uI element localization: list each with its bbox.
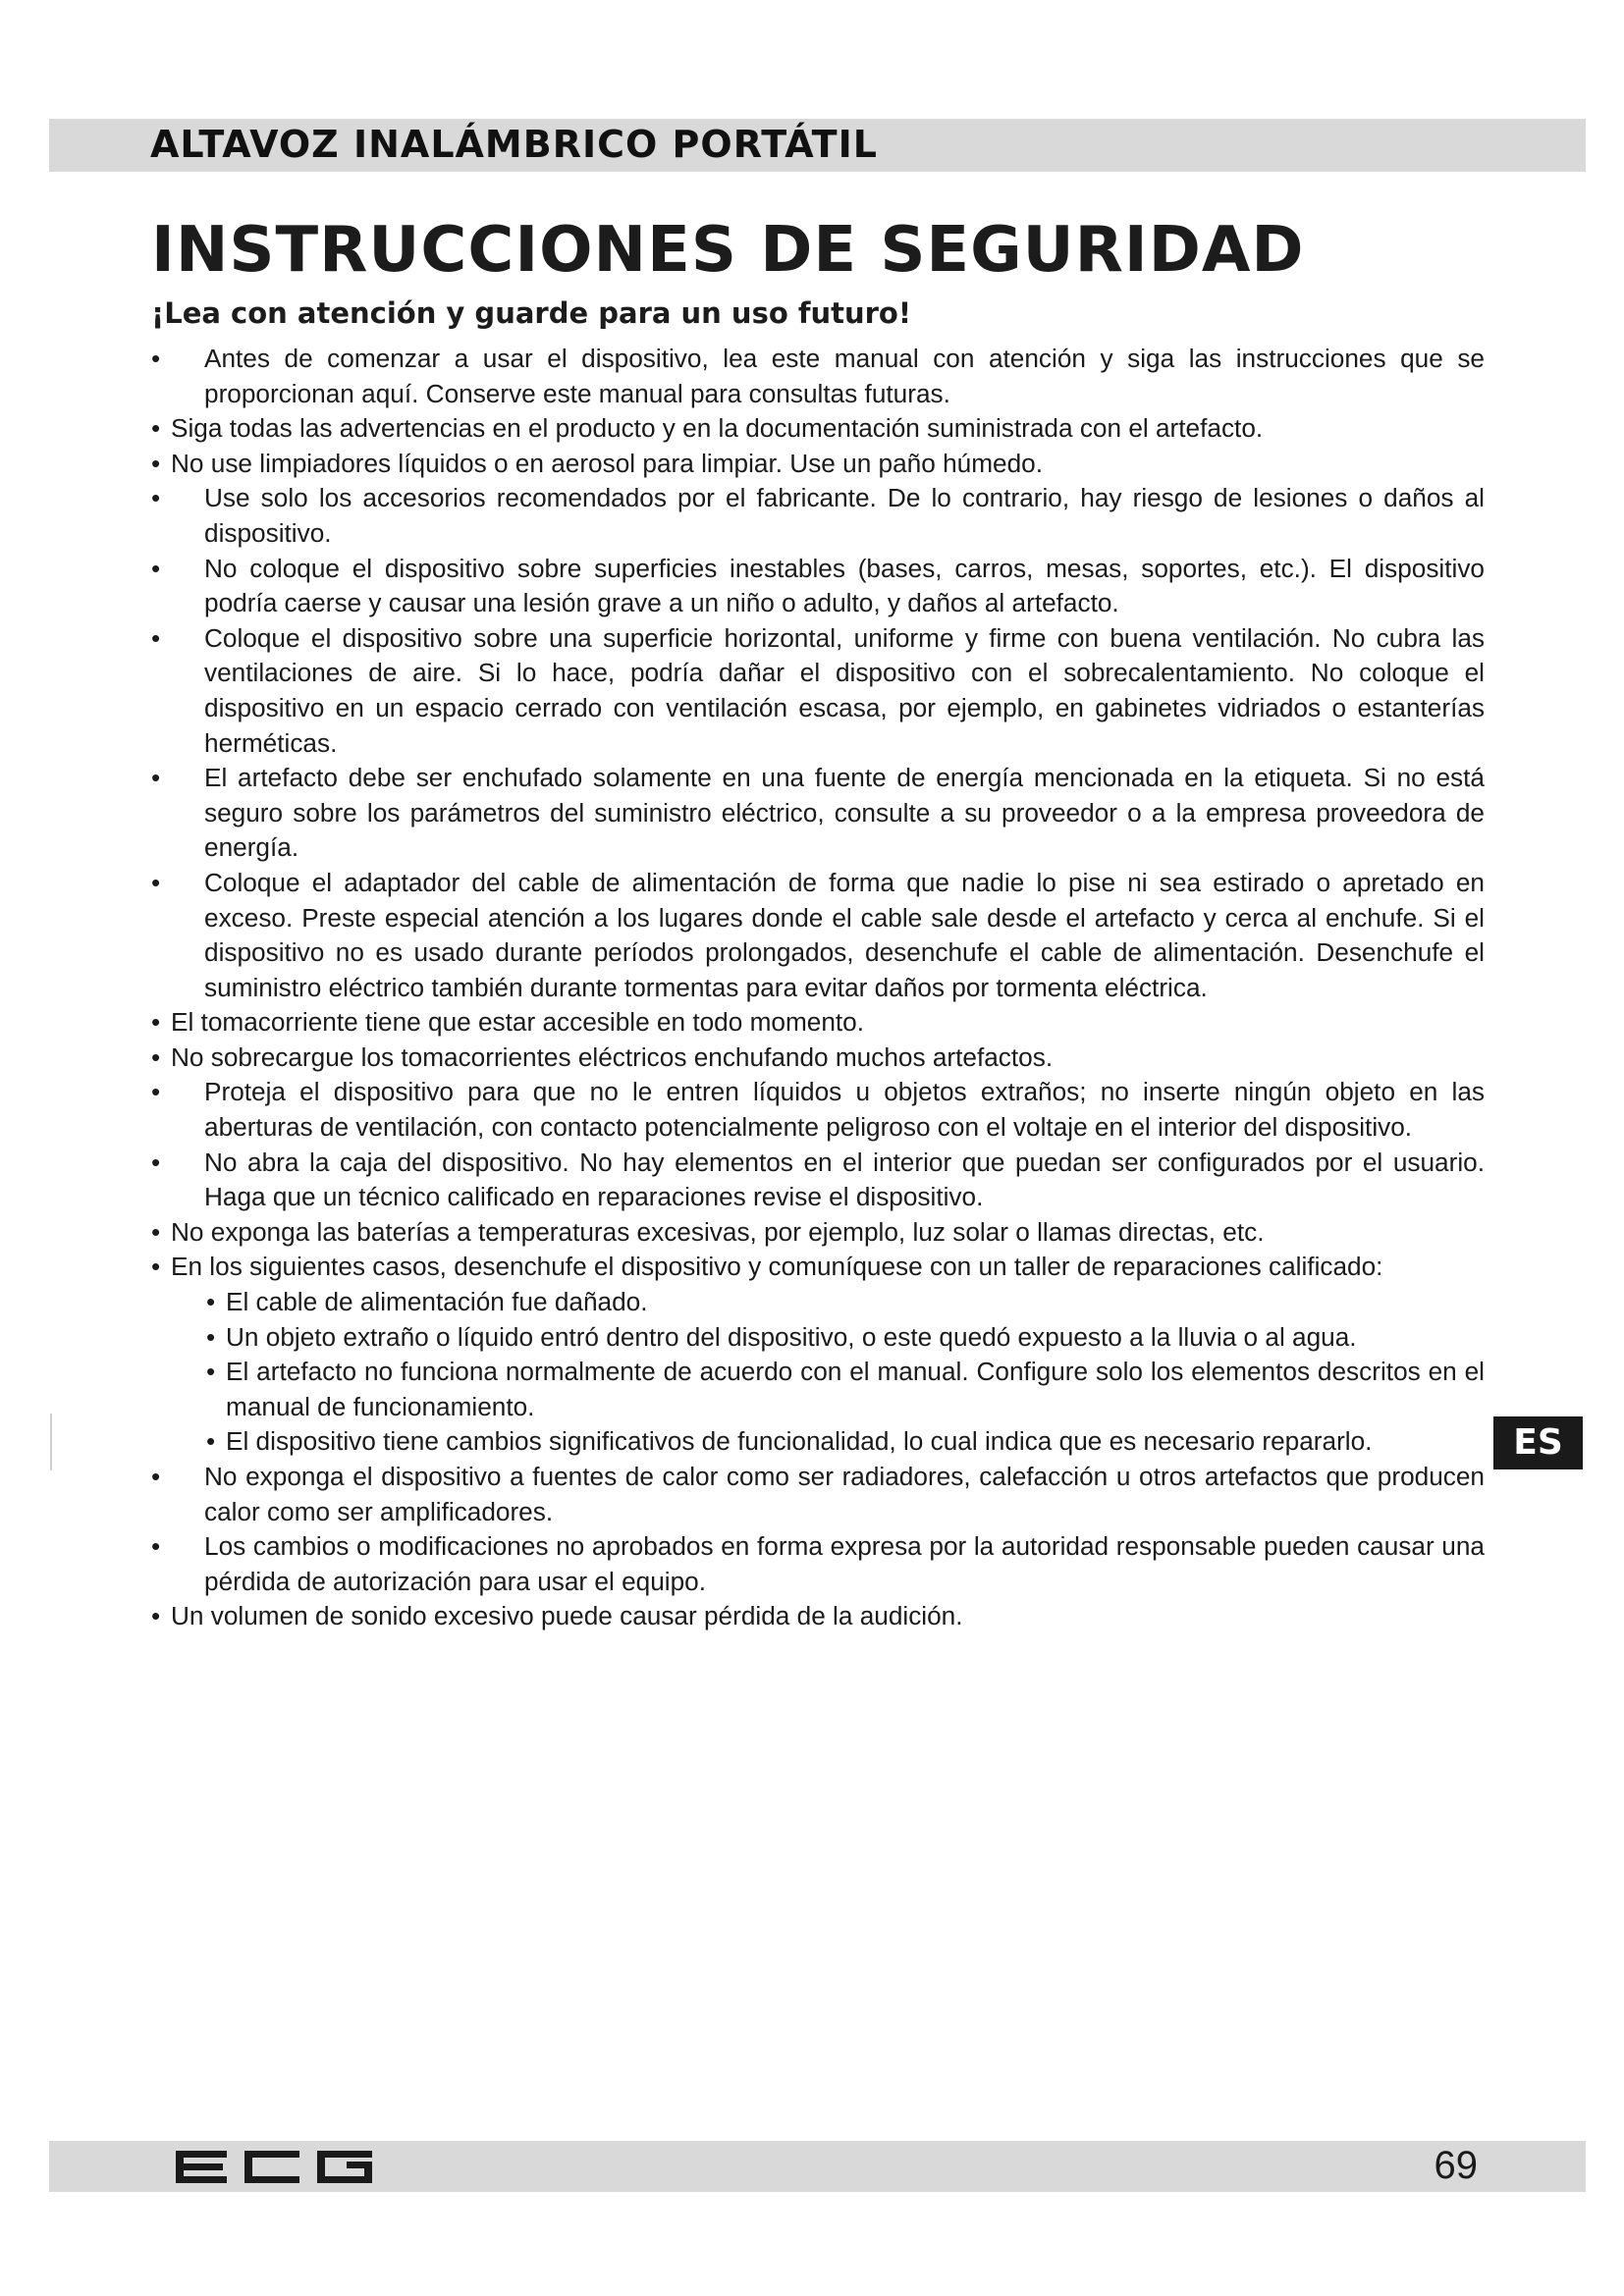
bullet-icon: • xyxy=(151,413,161,444)
bullet-icon: • xyxy=(151,1147,161,1177)
sub-list-item: • El dispositivo tiene cambios significativos de funcionalidad, lo cual indica que es necesario repararlo. xyxy=(151,1424,1485,1460)
bullet-icon: • xyxy=(151,1601,161,1631)
bullet-icon: • xyxy=(151,483,161,513)
bullet-icon: • xyxy=(206,1357,216,1387)
list-item: • No sobrecargue los tomacorrientes eléctricos enchufando muchos artefactos. xyxy=(151,1041,1485,1076)
list-item: • Use solo los accesorios recomendados por el fabricante. De lo contrario, hay riesgo de lesiones o daños al dispositivo. xyxy=(151,483,1485,548)
bullet-icon: • xyxy=(151,622,161,653)
subtitle: ¡Lea con atención y guarde para un uso futuro! xyxy=(151,296,912,330)
safety-instructions-list xyxy=(151,342,1485,1634)
list-item: • El tomacorriente tiene que estar accesible en todo momento. xyxy=(151,1005,1485,1041)
sub-list-item: • El artefacto no funciona normalmente de acuerdo con el manual. Configure solo los elementos descritos en el manual de funcionamiento. xyxy=(206,1357,1485,1421)
list-item: • No exponga el dispositivo a fuentes de calor como ser radiadores, calefacción u otros artefactos que producen calor como ser amplificadores. xyxy=(151,1462,1485,1526)
list-item: • Coloque el dispositivo sobre una superficie horizontal, uniforme y firme con buena ventilación. No cubra las ventilaciones de aire. Si lo hace, podría dañar el dispositivo con el sobrecalentamiento. No coloque el dispositivo en un espacio cerrado con ventilación escasa, por ejemplo, en gabinetes vidriados o estanterías herméticas. xyxy=(151,622,1485,758)
list-item: • Coloque el adaptador del cable de alimentación de forma que nadie lo pise ni sea estirado o apretado en exceso. Preste especial atención a los lugares donde el cable sale desde el artefacto y cerca al enchufe. Si el dispositivo no es usado durante períodos prolongados, desenchufe el cable de alimentación. Desenchufe el suministro eléctrico también durante tormentas para evitar daños por tormenta eléctrica. xyxy=(151,867,1485,1002)
bullet-icon: • xyxy=(151,1007,161,1038)
bullet-icon: • xyxy=(151,1216,161,1247)
page-number: 69 xyxy=(1434,2144,1478,2187)
bullet-icon: • xyxy=(151,553,161,583)
list-item: • Antes de comenzar a usar el dispositivo, lea este manual con atención y siga las instrucciones que se proporcionan aquí. Conserve este manual para consultas futuras. xyxy=(151,344,1485,408)
header-bar xyxy=(49,119,1586,172)
ecg-logo xyxy=(172,2145,378,2188)
sub-list-item: • El cable de alimentación fue dañado. xyxy=(151,1285,1485,1320)
list-item: • No use limpiadores líquidos o en aerosol para limpiar. Use un paño húmedo. xyxy=(151,447,1485,482)
bullet-icon: • xyxy=(151,344,161,373)
list-item: • No abra la caja del dispositivo. No hay elementos en el interior que puedan ser configurados por el usuario. Haga que un técnico calificado en reparaciones revise el dispositivo. xyxy=(151,1147,1485,1212)
header-title: ALTAVOZ INALÁMBRICO PORTÁTIL xyxy=(150,123,878,166)
list-item: • No coloque el dispositivo sobre superficies inestables (bases, carros, mesas, soportes, etc.). El dispositivo podría caerse y causar una lesión grave a un niño o adulto, y daños al artefacto. xyxy=(151,553,1485,618)
language-badge: ES xyxy=(1493,1416,1583,1469)
list-item: • Un volumen de sonido excesivo puede causar pérdida de la audición. xyxy=(151,1599,1485,1634)
bullet-icon: • xyxy=(151,1531,161,1562)
bullet-icon: • xyxy=(206,1321,216,1352)
list-item: • Siga todas las advertencias en el producto y en la documentación suministrada con el artefacto. xyxy=(151,411,1485,447)
list-item: • Proteja el dispositivo para que no le entren líquidos u objetos extraños; no inserte ningún objeto en las aberturas de ventilación, con contacto potencialmente peligroso con el voltaje en el interior del dispositivo. xyxy=(151,1077,1485,1143)
list-item: • El artefacto debe ser enchufado solamente en una fuente de energía mencionada en la etiqueta. Si no está seguro sobre los parámetros del suministro eléctrico, consulte a su proveedor o a la empresa proveedora de energía. xyxy=(151,763,1485,863)
bullet-icon: • xyxy=(151,1252,161,1282)
bullet-icon: • xyxy=(151,1462,161,1491)
page-title: INSTRUCCIONES DE SEGURIDAD xyxy=(151,214,1305,287)
bullet-icon: • xyxy=(206,1426,216,1457)
bullet-icon: • xyxy=(151,867,161,897)
bullet-icon: • xyxy=(151,1077,161,1107)
list-item: • No exponga las baterías a temperaturas excesivas, por ejemplo, luz solar o llamas directas, etc. xyxy=(151,1215,1485,1251)
bullet-icon: • xyxy=(151,448,161,478)
bullet-icon: • xyxy=(151,763,161,793)
margin-line xyxy=(50,1414,52,1470)
list-item: • En los siguientes casos, desenchufe el dispositivo y comuníquese con un taller de reparaciones calificado: xyxy=(151,1250,1485,1285)
sub-list-item: • Un objeto extraño o líquido entró dentro del dispositivo, o este quedó expuesto a la lluvia o al agua. xyxy=(151,1320,1485,1356)
list-item: • Los cambios o modificaciones no aprobados en forma expresa por la autoridad responsable pueden causar una pérdida de autorización para usar el equipo. xyxy=(151,1531,1485,1596)
bullet-icon: • xyxy=(151,1041,161,1072)
bullet-icon: • xyxy=(206,1287,216,1317)
footer-bar xyxy=(49,2141,1586,2192)
